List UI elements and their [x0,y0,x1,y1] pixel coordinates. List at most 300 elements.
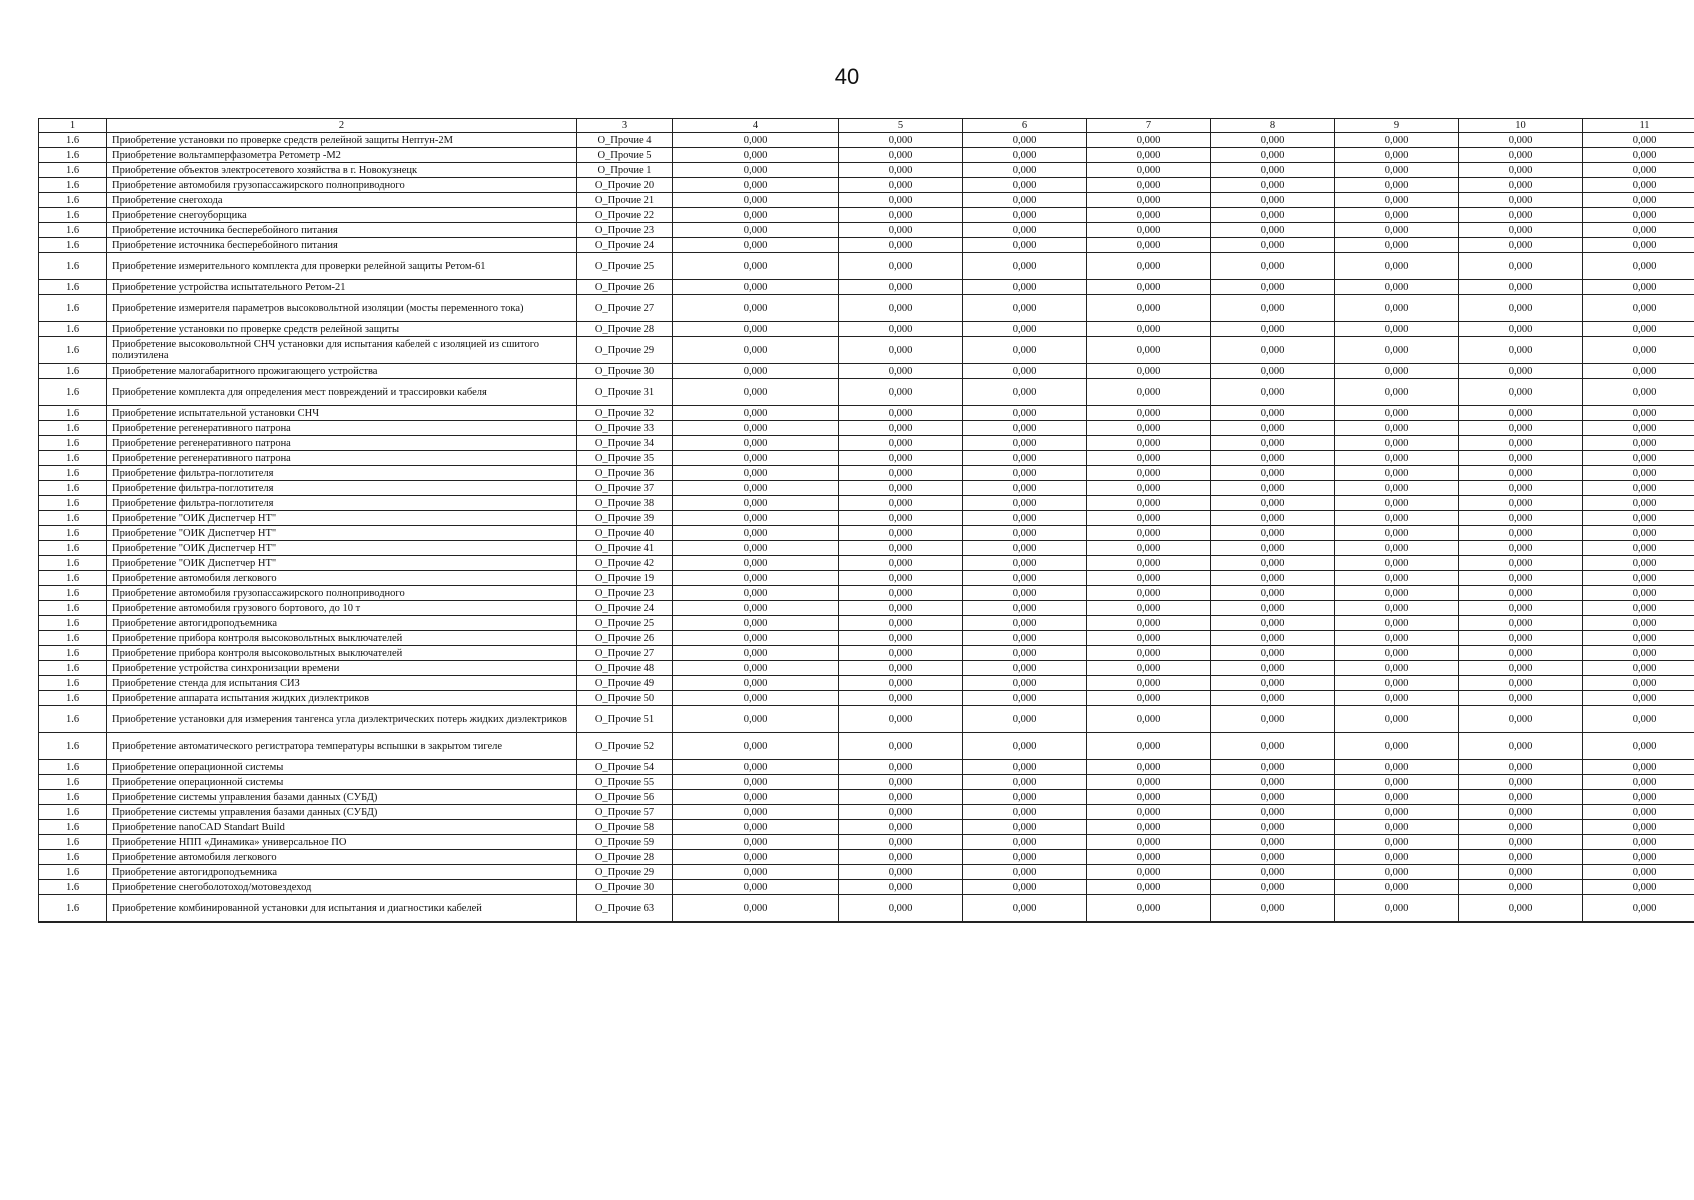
value-cell: 0,000 [1459,451,1583,466]
value-cell: 0,000 [1583,148,1694,163]
value-cell: 0,000 [1087,835,1211,850]
value-cell: 0,000 [963,238,1087,253]
item-code-cell: О_Прочие 31 [577,379,673,406]
value-cell: 0,000 [1211,601,1335,616]
value-cell: 0,000 [839,208,963,223]
row-number-cell: 1.6 [39,421,107,436]
value-cell: 0,000 [1459,481,1583,496]
value-cell: 0,000 [1335,835,1459,850]
value-cell: 0,000 [839,616,963,631]
value-cell: 0,000 [963,280,1087,295]
item-code-cell: О_Прочие 57 [577,805,673,820]
value-cell: 0,000 [673,379,839,406]
item-code-cell: О_Прочие 21 [577,193,673,208]
item-code-cell: О_Прочие 26 [577,631,673,646]
value-cell: 0,000 [1583,661,1694,676]
value-cell: 0,000 [1211,541,1335,556]
table-row [39,238,1694,253]
value-cell: 0,000 [1211,661,1335,676]
value-cell: 0,000 [963,541,1087,556]
value-cell: 0,000 [1459,586,1583,601]
value-cell: 0,000 [1087,436,1211,451]
row-number-cell: 1.6 [39,253,107,280]
value-cell: 0,000 [1087,691,1211,706]
value-cell: 0,000 [1459,820,1583,835]
value-cell: 0,000 [1459,178,1583,193]
value-cell: 0,000 [963,556,1087,571]
value-cell: 0,000 [1211,223,1335,238]
value-cell: 0,000 [839,223,963,238]
item-code-cell: О_Прочие 58 [577,820,673,835]
table-row [39,676,1694,691]
value-cell: 0,000 [1335,481,1459,496]
value-cell: 0,000 [963,193,1087,208]
value-cell: 0,000 [963,511,1087,526]
value-cell: 0,000 [1087,661,1211,676]
value-cell: 0,000 [1211,253,1335,280]
value-cell: 0,000 [963,676,1087,691]
value-cell: 0,000 [1335,706,1459,733]
value-cell: 0,000 [839,676,963,691]
value-cell: 0,000 [673,223,839,238]
item-code-cell: О_Прочие 20 [577,178,673,193]
value-cell: 0,000 [839,511,963,526]
value-cell: 0,000 [1335,466,1459,481]
column-header: 7 [1087,119,1211,133]
value-cell: 0,000 [1211,163,1335,178]
value-cell: 0,000 [1459,775,1583,790]
data-table [38,118,1694,923]
value-cell: 0,000 [1459,364,1583,379]
value-cell: 0,000 [1087,733,1211,760]
value-cell: 0,000 [1211,775,1335,790]
item-code-cell: О_Прочие 26 [577,280,673,295]
row-number-cell: 1.6 [39,541,107,556]
item-code-cell: О_Прочие 1 [577,163,673,178]
item-name-cell: Приобретение устройства синхронизации времени [107,661,577,676]
value-cell: 0,000 [1335,631,1459,646]
value-cell: 0,000 [673,238,839,253]
value-cell: 0,000 [1087,850,1211,865]
value-cell: 0,000 [1087,322,1211,337]
value-cell: 0,000 [963,481,1087,496]
row-number-cell: 1.6 [39,691,107,706]
table-row [39,337,1694,364]
value-cell: 0,000 [1211,790,1335,805]
value-cell: 0,000 [1335,406,1459,421]
value-cell: 0,000 [963,322,1087,337]
item-code-cell: О_Прочие 40 [577,526,673,541]
item-code-cell: О_Прочие 4 [577,133,673,148]
value-cell: 0,000 [1583,805,1694,820]
value-cell: 0,000 [1211,556,1335,571]
value-cell: 0,000 [673,586,839,601]
row-number-cell: 1.6 [39,646,107,661]
value-cell: 0,000 [1459,337,1583,364]
value-cell: 0,000 [1335,586,1459,601]
item-code-cell: О_Прочие 5 [577,148,673,163]
row-number-cell: 1.6 [39,364,107,379]
value-cell: 0,000 [839,406,963,421]
value-cell: 0,000 [1459,880,1583,895]
value-cell: 0,000 [1087,364,1211,379]
table-body [39,133,1694,923]
item-name-cell: Приобретение регенеративного патрона [107,436,577,451]
value-cell: 0,000 [1459,511,1583,526]
value-cell: 0,000 [673,337,839,364]
value-cell: 0,000 [1459,835,1583,850]
value-cell: 0,000 [839,451,963,466]
value-cell: 0,000 [1459,436,1583,451]
value-cell: 0,000 [1335,571,1459,586]
value-cell: 0,000 [1583,646,1694,661]
value-cell: 0,000 [1087,895,1211,923]
value-cell: 0,000 [673,691,839,706]
value-cell: 0,000 [673,322,839,337]
value-cell: 0,000 [1335,556,1459,571]
item-name-cell: Приобретение системы управления базами данных (СУБД) [107,790,577,805]
value-cell: 0,000 [963,661,1087,676]
value-cell: 0,000 [839,238,963,253]
value-cell: 0,000 [1211,148,1335,163]
item-name-cell: Приобретение автомобиля грузопассажирского полноприводного [107,178,577,193]
value-cell: 0,000 [1211,865,1335,880]
value-cell: 0,000 [1211,238,1335,253]
value-cell: 0,000 [839,421,963,436]
value-cell: 0,000 [839,586,963,601]
value-cell: 0,000 [1459,223,1583,238]
value-cell: 0,000 [1583,820,1694,835]
value-cell: 0,000 [839,820,963,835]
value-cell: 0,000 [673,895,839,923]
item-code-cell: О_Прочие 35 [577,451,673,466]
table-row [39,646,1694,661]
value-cell: 0,000 [1459,541,1583,556]
item-name-cell: Приобретение операционной системы [107,760,577,775]
value-cell: 0,000 [673,280,839,295]
value-cell: 0,000 [673,865,839,880]
value-cell: 0,000 [1211,820,1335,835]
value-cell: 0,000 [1211,421,1335,436]
table-row [39,661,1694,676]
item-code-cell: О_Прочие 19 [577,571,673,586]
row-number-cell: 1.6 [39,790,107,805]
value-cell: 0,000 [1087,865,1211,880]
table-row [39,526,1694,541]
value-cell: 0,000 [839,541,963,556]
row-number-cell: 1.6 [39,436,107,451]
value-cell: 0,000 [1211,880,1335,895]
value-cell: 0,000 [1211,760,1335,775]
value-cell: 0,000 [1211,631,1335,646]
item-name-cell: Приобретение измерителя параметров высоковольтной изоляции (мосты переменного тока) [107,295,577,322]
value-cell: 0,000 [1211,322,1335,337]
row-number-cell: 1.6 [39,586,107,601]
value-cell: 0,000 [963,571,1087,586]
item-name-cell: Приобретение установки по проверке средств релейной защиты [107,322,577,337]
value-cell: 0,000 [1211,733,1335,760]
value-cell: 0,000 [1087,586,1211,601]
item-name-cell: Приобретение "ОИК Диспетчер НТ" [107,511,577,526]
value-cell: 0,000 [1583,760,1694,775]
value-cell: 0,000 [839,760,963,775]
value-cell: 0,000 [1335,223,1459,238]
value-cell: 0,000 [1211,805,1335,820]
value-cell: 0,000 [1459,676,1583,691]
value-cell: 0,000 [1087,556,1211,571]
value-cell: 0,000 [963,865,1087,880]
row-number-cell: 1.6 [39,760,107,775]
value-cell: 0,000 [1335,379,1459,406]
value-cell: 0,000 [1583,835,1694,850]
value-cell: 0,000 [839,706,963,733]
value-cell: 0,000 [963,223,1087,238]
value-cell: 0,000 [1211,466,1335,481]
value-cell: 0,000 [1335,775,1459,790]
value-cell: 0,000 [1087,571,1211,586]
value-cell: 0,000 [1459,706,1583,733]
value-cell: 0,000 [673,496,839,511]
item-name-cell: Приобретение системы управления базами данных (СУБД) [107,805,577,820]
value-cell: 0,000 [1335,850,1459,865]
table-row [39,436,1694,451]
value-cell: 0,000 [673,760,839,775]
value-cell: 0,000 [1583,406,1694,421]
value-cell: 0,000 [1459,733,1583,760]
value-cell: 0,000 [1583,706,1694,733]
value-cell: 0,000 [673,406,839,421]
value-cell: 0,000 [839,481,963,496]
row-number-cell: 1.6 [39,733,107,760]
value-cell: 0,000 [839,850,963,865]
value-cell: 0,000 [1583,895,1694,923]
row-number-cell: 1.6 [39,601,107,616]
column-header: 5 [839,119,963,133]
table-row [39,805,1694,820]
value-cell: 0,000 [963,850,1087,865]
value-cell: 0,000 [1211,208,1335,223]
header-row [39,119,1694,133]
value-cell: 0,000 [1211,436,1335,451]
item-code-cell: О_Прочие 25 [577,616,673,631]
value-cell: 0,000 [963,364,1087,379]
value-cell: 0,000 [1583,691,1694,706]
value-cell: 0,000 [963,805,1087,820]
value-cell: 0,000 [1583,133,1694,148]
value-cell: 0,000 [1583,379,1694,406]
value-cell: 0,000 [963,880,1087,895]
table-row [39,835,1694,850]
value-cell: 0,000 [963,631,1087,646]
value-cell: 0,000 [1087,706,1211,733]
table-row [39,406,1694,421]
value-cell: 0,000 [839,466,963,481]
row-number-cell: 1.6 [39,280,107,295]
value-cell: 0,000 [1583,223,1694,238]
value-cell: 0,000 [963,208,1087,223]
item-code-cell: О_Прочие 34 [577,436,673,451]
value-cell: 0,000 [1583,850,1694,865]
row-number-cell: 1.6 [39,133,107,148]
value-cell: 0,000 [1087,295,1211,322]
value-cell: 0,000 [673,133,839,148]
row-number-cell: 1.6 [39,850,107,865]
item-name-cell: Приобретение прибора контроля высоковольтных выключателей [107,646,577,661]
item-code-cell: О_Прочие 28 [577,322,673,337]
table-row [39,511,1694,526]
value-cell: 0,000 [1087,253,1211,280]
item-name-cell: Приобретение фильтра-поглотителя [107,496,577,511]
value-cell: 0,000 [1459,526,1583,541]
value-cell: 0,000 [1459,805,1583,820]
value-cell: 0,000 [673,163,839,178]
item-name-cell: Приобретение автомобиля легкового [107,571,577,586]
item-code-cell: О_Прочие 29 [577,337,673,364]
value-cell: 0,000 [1583,496,1694,511]
value-cell: 0,000 [839,364,963,379]
value-cell: 0,000 [1087,541,1211,556]
value-cell: 0,000 [839,880,963,895]
value-cell: 0,000 [963,895,1087,923]
value-cell: 0,000 [963,820,1087,835]
column-header: 11 [1583,119,1694,133]
value-cell: 0,000 [1335,865,1459,880]
value-cell: 0,000 [963,760,1087,775]
value-cell: 0,000 [1335,193,1459,208]
value-cell: 0,000 [1087,238,1211,253]
row-number-cell: 1.6 [39,223,107,238]
value-cell: 0,000 [1459,133,1583,148]
column-header: 6 [963,119,1087,133]
value-cell: 0,000 [839,661,963,676]
table-row [39,556,1694,571]
value-cell: 0,000 [1583,880,1694,895]
value-cell: 0,000 [1583,571,1694,586]
value-cell: 0,000 [839,601,963,616]
value-cell: 0,000 [839,337,963,364]
item-name-cell: Приобретение прибора контроля высоковольтных выключателей [107,631,577,646]
value-cell: 0,000 [1087,511,1211,526]
item-name-cell: Приобретение устройства испытательного Ретом-21 [107,280,577,295]
value-cell: 0,000 [673,178,839,193]
value-cell: 0,000 [1583,511,1694,526]
value-cell: 0,000 [1583,481,1694,496]
value-cell: 0,000 [1583,163,1694,178]
row-number-cell: 1.6 [39,466,107,481]
row-number-cell: 1.6 [39,616,107,631]
item-name-cell: Приобретение автоматического регистратора температуры вспышки в закрытом тигеле [107,733,577,760]
item-name-cell: Приобретение регенеративного патрона [107,451,577,466]
value-cell: 0,000 [1211,364,1335,379]
value-cell: 0,000 [1087,451,1211,466]
value-cell: 0,000 [1087,496,1211,511]
table-row [39,364,1694,379]
value-cell: 0,000 [1459,616,1583,631]
value-cell: 0,000 [963,163,1087,178]
value-cell: 0,000 [839,379,963,406]
value-cell: 0,000 [963,616,1087,631]
table-row [39,706,1694,733]
item-code-cell: О_Прочие 25 [577,253,673,280]
item-code-cell: О_Прочие 59 [577,835,673,850]
table-row [39,586,1694,601]
value-cell: 0,000 [1583,601,1694,616]
column-header: 9 [1335,119,1459,133]
value-cell: 0,000 [1459,661,1583,676]
value-cell: 0,000 [963,178,1087,193]
item-code-cell: О_Прочие 23 [577,586,673,601]
value-cell: 0,000 [1583,586,1694,601]
table-row [39,760,1694,775]
table-row [39,820,1694,835]
value-cell: 0,000 [1583,556,1694,571]
column-header: 3 [577,119,673,133]
item-code-cell: О_Прочие 48 [577,661,673,676]
value-cell: 0,000 [963,406,1087,421]
value-cell: 0,000 [1459,631,1583,646]
value-cell: 0,000 [1459,571,1583,586]
value-cell: 0,000 [1211,451,1335,466]
value-cell: 0,000 [963,295,1087,322]
value-cell: 0,000 [1583,631,1694,646]
item-name-cell: Приобретение высоковольтной СНЧ установки для испытания кабелей с изоляцией из сшитого полиэтилена [107,337,577,364]
value-cell: 0,000 [1087,820,1211,835]
value-cell: 0,000 [1211,379,1335,406]
value-cell: 0,000 [1583,280,1694,295]
value-cell: 0,000 [839,280,963,295]
item-code-cell: О_Прочие 42 [577,556,673,571]
value-cell: 0,000 [963,646,1087,661]
value-cell: 0,000 [1211,526,1335,541]
item-code-cell: О_Прочие 63 [577,895,673,923]
value-cell: 0,000 [1335,511,1459,526]
item-code-cell: О_Прочие 39 [577,511,673,526]
table-row [39,451,1694,466]
value-cell: 0,000 [1459,790,1583,805]
value-cell: 0,000 [1087,676,1211,691]
table-row [39,880,1694,895]
value-cell: 0,000 [1583,421,1694,436]
item-code-cell: О_Прочие 49 [577,676,673,691]
table-row [39,133,1694,148]
value-cell: 0,000 [1335,760,1459,775]
value-cell: 0,000 [1087,148,1211,163]
value-cell: 0,000 [673,148,839,163]
value-cell: 0,000 [839,295,963,322]
table-row [39,616,1694,631]
value-cell: 0,000 [1335,436,1459,451]
value-cell: 0,000 [1459,208,1583,223]
value-cell: 0,000 [839,691,963,706]
table-row [39,148,1694,163]
table-row [39,322,1694,337]
value-cell: 0,000 [1459,163,1583,178]
value-cell: 0,000 [673,253,839,280]
value-cell: 0,000 [1087,193,1211,208]
item-name-cell: Приобретение "ОИК Диспетчер НТ" [107,526,577,541]
value-cell: 0,000 [673,601,839,616]
value-cell: 0,000 [1335,646,1459,661]
item-code-cell: О_Прочие 22 [577,208,673,223]
value-cell: 0,000 [963,775,1087,790]
value-cell: 0,000 [839,193,963,208]
table-row [39,295,1694,322]
value-cell: 0,000 [1335,178,1459,193]
value-cell: 0,000 [963,496,1087,511]
item-code-cell: О_Прочие 27 [577,295,673,322]
value-cell: 0,000 [1459,253,1583,280]
value-cell: 0,000 [963,733,1087,760]
